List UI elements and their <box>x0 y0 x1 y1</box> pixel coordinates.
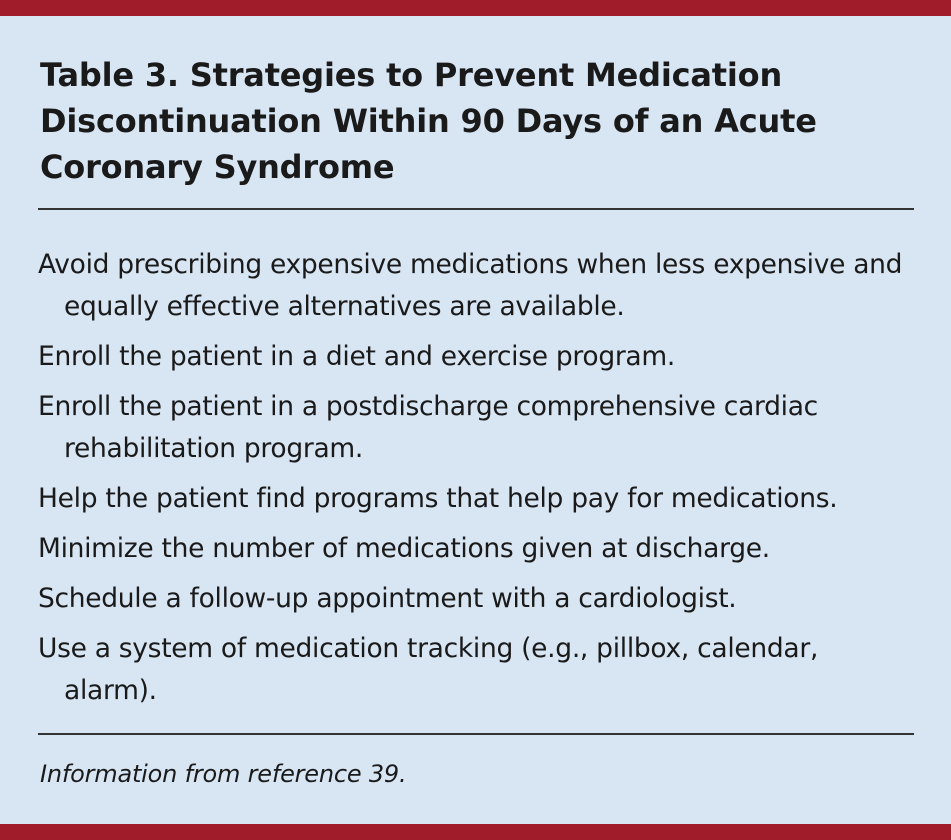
bottom-accent-bar <box>0 824 951 840</box>
list-item: Enroll the patient in a diet and exercise program. <box>38 341 676 372</box>
footer-divider <box>38 733 914 735</box>
list-item: Use a system of medication tracking (e.g., pillbox, calendar, alarm). <box>38 633 819 706</box>
list-item: Avoid prescribing expensive medications when less expensive and equally effective alternatives are available. <box>38 249 903 322</box>
strategy-list <box>38 244 918 720</box>
title-divider <box>38 208 914 210</box>
source-footnote: Information from reference 39. <box>40 760 407 788</box>
list-item: Enroll the patient in a postdischarge comprehensive cardiac rehabilitation program. <box>38 391 818 464</box>
list-item: Help the patient find programs that help pay for medications. <box>38 483 838 514</box>
top-accent-bar <box>0 0 951 16</box>
table-title: Table 3. Strategies to Prevent Medication Discontinuation Within 90 Days of an Acute Coronary Syndrome <box>40 56 817 186</box>
list-item: Minimize the number of medications given at discharge. <box>38 533 770 564</box>
list-item: Schedule a follow-up appointment with a cardiologist. <box>38 583 737 614</box>
